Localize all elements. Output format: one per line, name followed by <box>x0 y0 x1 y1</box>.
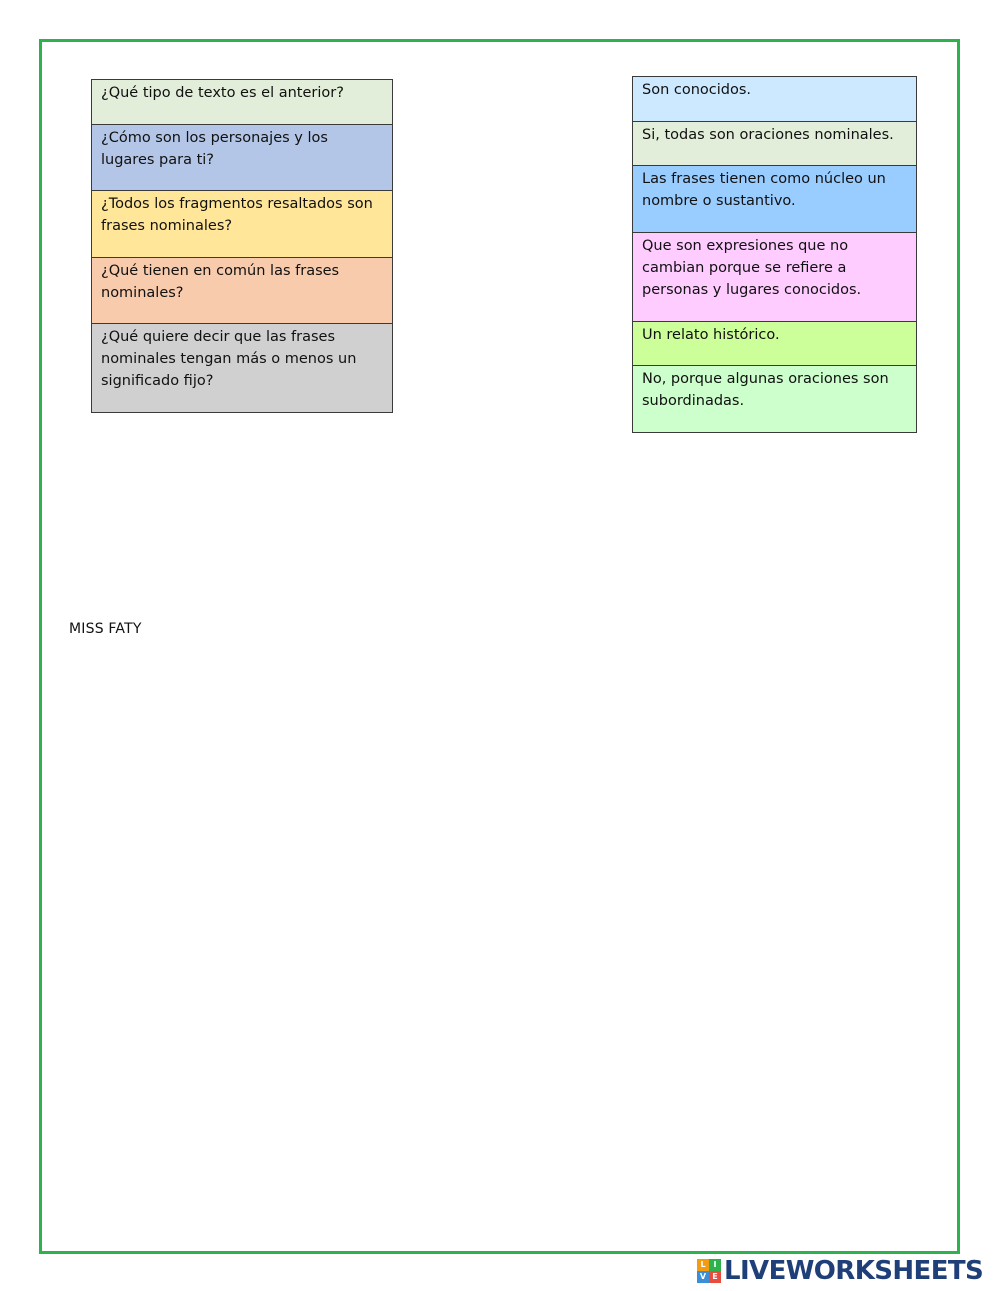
answer-card[interactable]: No, porque algunas oraciones son subordinadas. <box>632 365 917 433</box>
answer-card[interactable]: Que son expresiones que no cambian porque se refiere a personas y lugares conocidos. <box>632 232 917 322</box>
logo-letter: E <box>709 1271 721 1283</box>
question-card[interactable]: ¿Qué tipo de texto es el anterior? <box>91 79 393 125</box>
logo-letter: I <box>709 1259 721 1271</box>
brand-name: LIVEWORKSHEETS <box>724 1256 984 1286</box>
logo-letter: V <box>697 1271 709 1283</box>
liveworksheets-logo-icon <box>697 1259 721 1283</box>
question-card[interactable]: ¿Cómo son los personajes y los lugares para ti? <box>91 124 393 191</box>
question-card[interactable]: ¿Qué quiere decir que las frases nominales tengan más o menos un significado fijo? <box>91 323 393 413</box>
answer-card[interactable]: Si, todas son oraciones nominales. <box>632 121 917 166</box>
answer-card[interactable]: Un relato histórico. <box>632 321 917 366</box>
author-signature: MISS FATY <box>69 621 142 637</box>
liveworksheets-brand <box>697 1256 983 1286</box>
question-card[interactable]: ¿Qué tienen en común las frases nominales? <box>91 257 393 324</box>
answer-card[interactable]: Las frases tienen como núcleo un nombre o sustantivo. <box>632 165 917 233</box>
answer-card[interactable]: Son conocidos. <box>632 76 917 122</box>
question-card[interactable]: ¿Todos los fragmentos resaltados son frases nominales? <box>91 190 393 258</box>
questions-column <box>91 79 393 413</box>
answers-column <box>632 76 917 433</box>
logo-letter: L <box>697 1259 709 1271</box>
